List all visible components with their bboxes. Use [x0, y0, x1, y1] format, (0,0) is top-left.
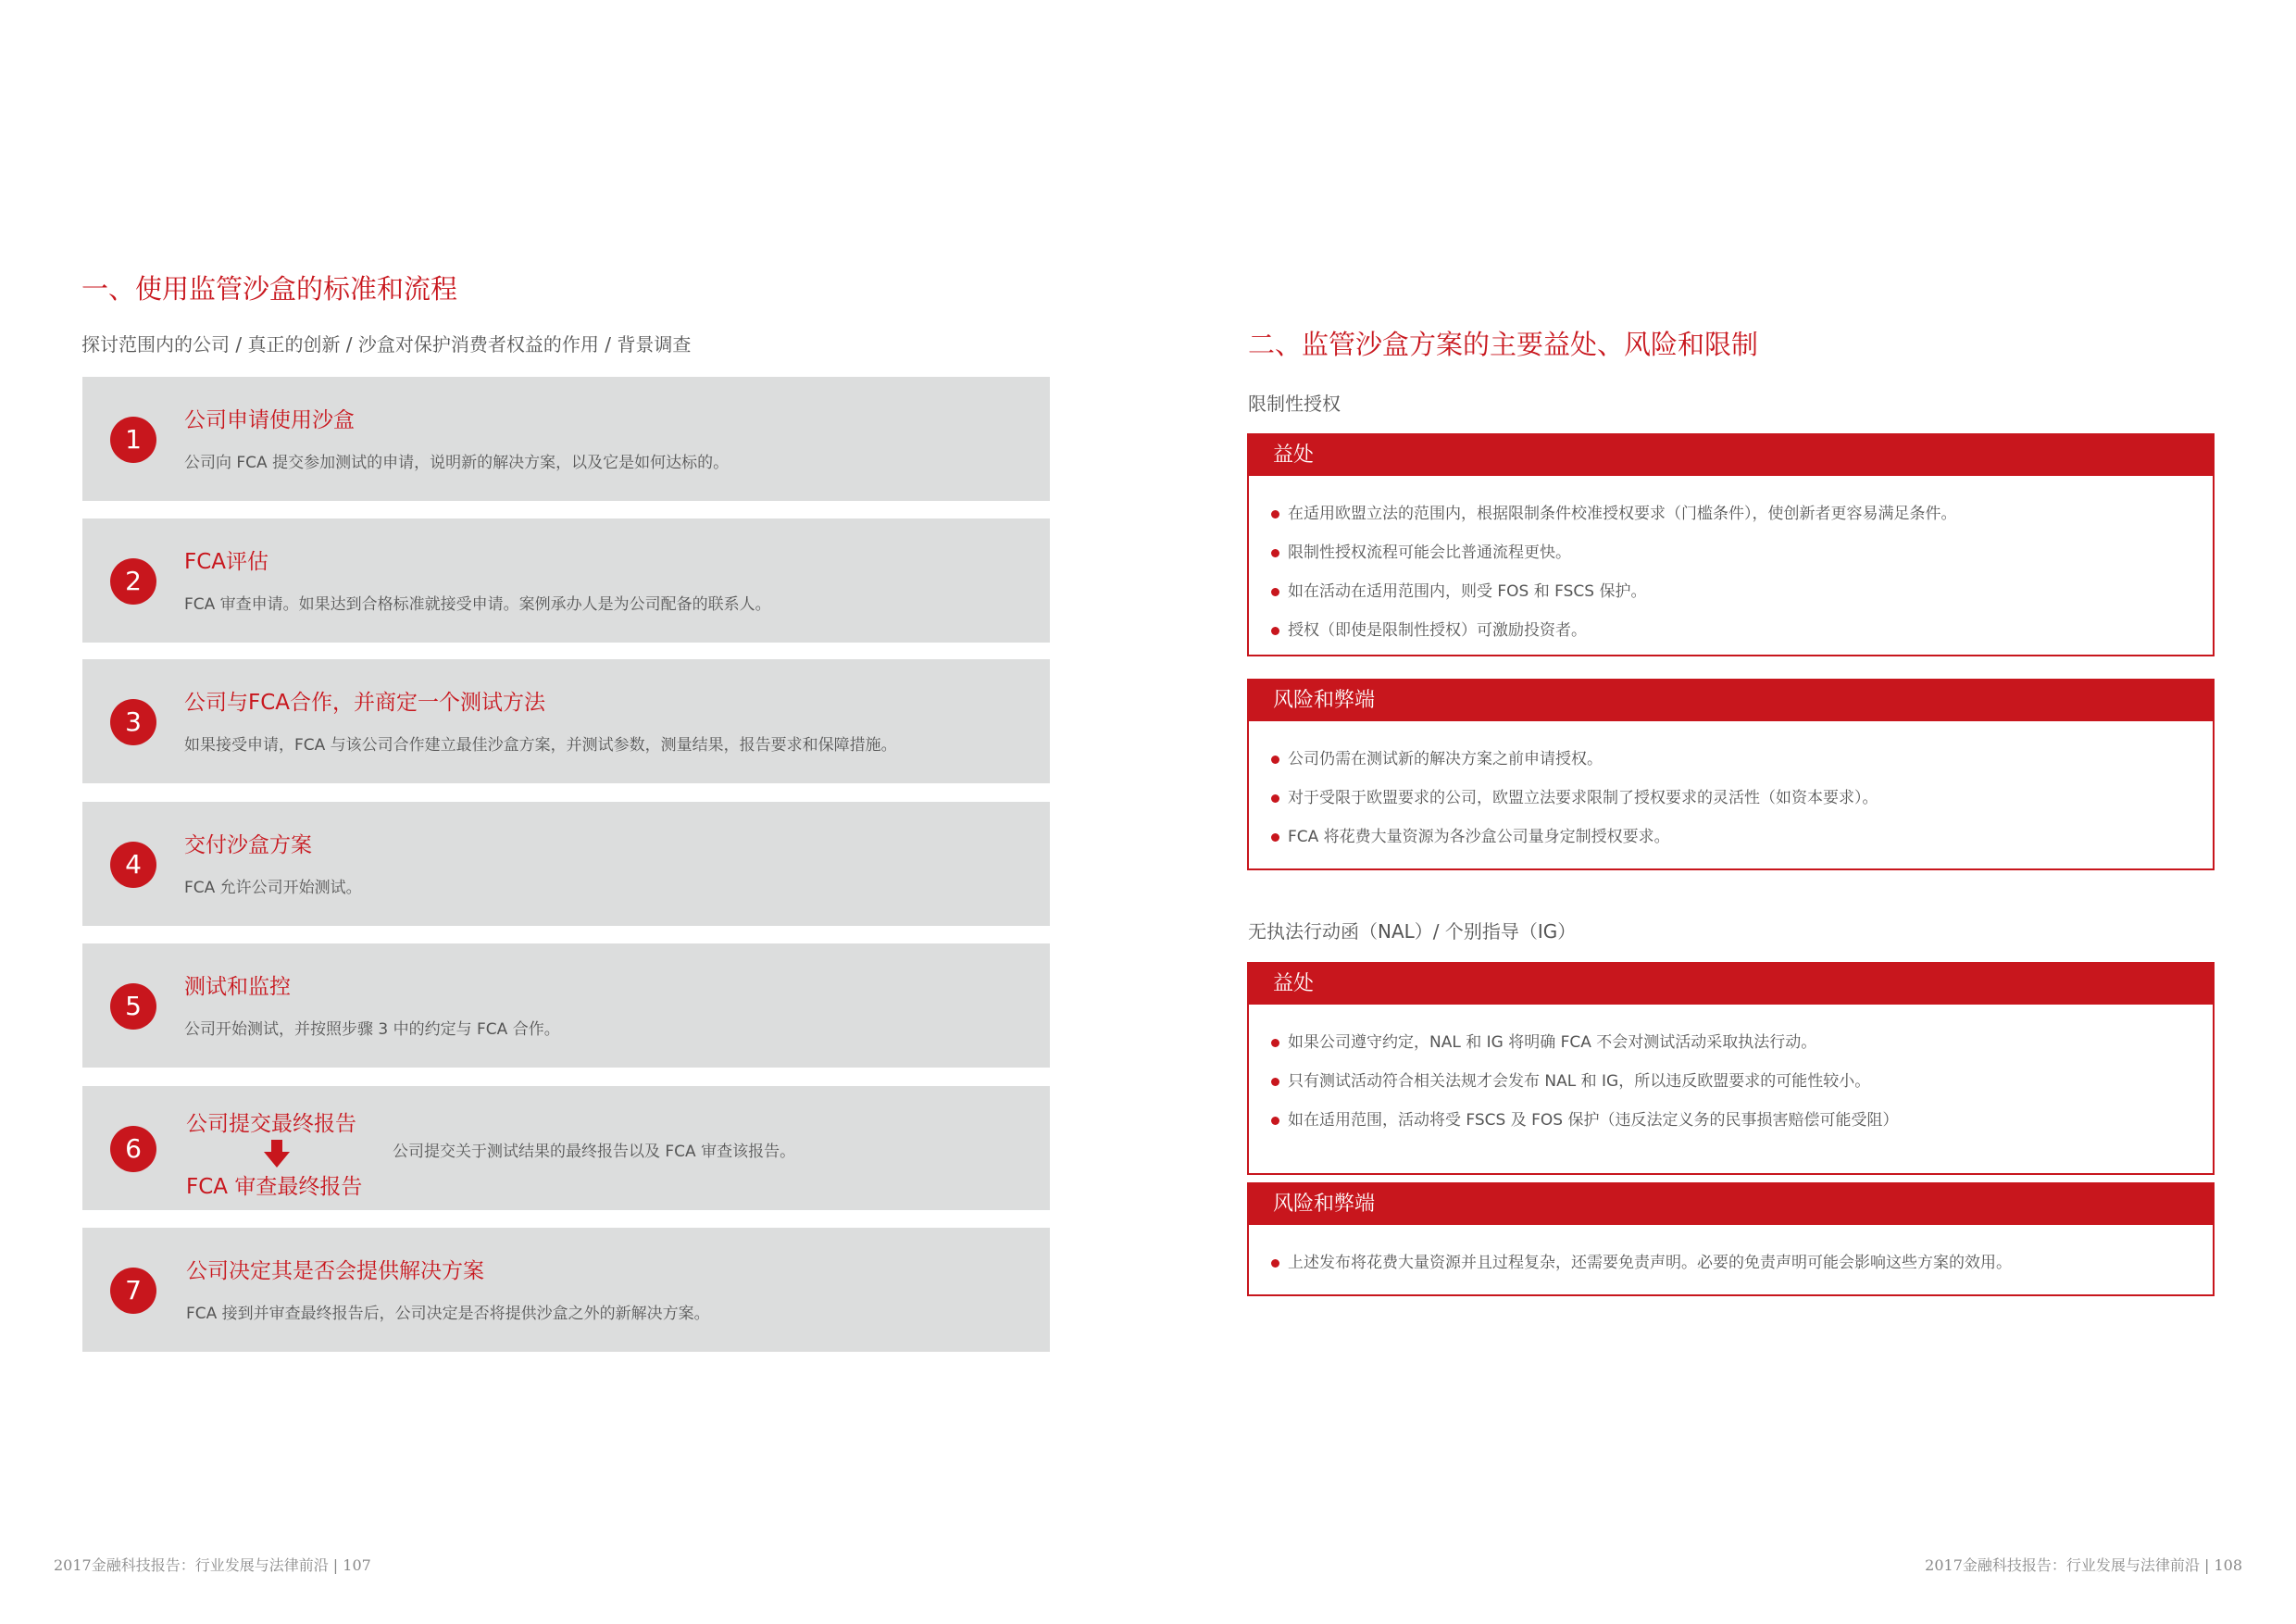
list-item: 限制性授权流程可能会比普通流程更快。 [1271, 533, 2213, 572]
step-2 [82, 518, 1050, 643]
section-label-nal-ig: 无执法行动函（NAL）/ 个别指导（IG） [1248, 920, 1577, 943]
risks-list [1249, 721, 2213, 856]
step-title: 公司申请使用沙盒 [184, 408, 355, 432]
step-title: 公司与FCA合作，并商定一个测试方法 [184, 691, 546, 715]
list-item: FCA 将花费大量资源为各沙盒公司量身定制授权要求。 [1271, 818, 2213, 856]
list-item: 如果公司遵守约定，NAL 和 IG 将明确 FCA 不会对测试活动采取执法行动。 [1271, 1023, 2213, 1062]
step-number-badge: 1 [110, 417, 156, 463]
left-page-subtitle: 探讨范围内的公司 / 真正的创新 / 沙盒对保护消费者权益的作用 / 背景调查 [81, 333, 692, 356]
list-item: 在适用欧盟立法的范围内，根据限制条件校准授权要求（门槛条件），使创新者更容易满足条件。 [1271, 494, 2213, 533]
box-header: 益处 [1249, 435, 2213, 476]
list-item: 如在适用范围，活动将受 FSCS 及 FOS 保护（违反法定义务的民事损害赔偿可能受阻） [1271, 1101, 2213, 1140]
box-header: 风险和弊端 [1249, 1184, 2213, 1225]
step-title: 公司决定其是否会提供解决方案 [186, 1259, 484, 1283]
list-item: 上述发布将花费大量资源并且过程复杂，还需要免责声明。必要的免责声明可能会影响这些方案的效用。 [1271, 1243, 2213, 1282]
step-description: FCA 审查申请。如果达到合格标准就接受申请。案例承办人是为公司配备的联系人。 [184, 595, 771, 614]
step-3 [82, 659, 1050, 783]
list-item: 对于受限于欧盟要求的公司，欧盟立法要求限制了授权要求的灵活性（如资本要求）。 [1271, 779, 2213, 818]
benefits-list [1249, 476, 2213, 650]
right-page-footer: 2017金融科技报告：行业发展与法律前沿 | 108 [1925, 1556, 2242, 1574]
benefits-list [1249, 1005, 2213, 1140]
step-number-badge: 5 [110, 983, 156, 1030]
list-item: 如在活动在适用范围内，则受 FOS 和 FSCS 保护。 [1271, 572, 2213, 611]
step-number-badge: 4 [110, 842, 156, 888]
step-1 [82, 377, 1050, 501]
step-title-review-report: FCA 审查最终报告 [186, 1175, 363, 1199]
list-item: 公司仍需在测试新的解决方案之前申请授权。 [1271, 740, 2213, 779]
box-header: 风险和弊端 [1249, 681, 2213, 721]
step-description: 公司开始测试，并按照步骤 3 中的约定与 FCA 合作。 [184, 1020, 560, 1039]
step-6 [82, 1086, 1050, 1210]
step-number-badge: 3 [110, 699, 156, 745]
left-page-title: 一、使用监管沙盒的标准和流程 [81, 273, 458, 305]
step-description: 如果接受申请，FCA 与该公司合作建立最佳沙盒方案，并测试参数，测量结果，报告要求和保障措施。 [184, 736, 897, 755]
step-title-submit-report: 公司提交最终报告 [186, 1112, 356, 1136]
arrow-down-icon [264, 1140, 290, 1168]
step-description: FCA 允许公司开始测试。 [184, 879, 362, 897]
benefits-box-restricted-authorisation [1247, 433, 2215, 656]
step-number-badge: 6 [110, 1126, 156, 1172]
step-title: FCA评估 [184, 550, 269, 574]
step-description: FCA 接到并审查最终报告后，公司决定是否将提供沙盒之外的新解决方案。 [186, 1305, 710, 1323]
step-description: 公司向 FCA 提交参加测试的申请，说明新的解决方案，以及它是如何达标的。 [184, 454, 730, 472]
list-item: 只有测试活动符合相关法规才会发布 NAL 和 IG，所以违反欧盟要求的可能性较小。 [1271, 1062, 2213, 1101]
step-4 [82, 802, 1050, 926]
risks-box-nal-ig [1247, 1182, 2215, 1296]
risks-list [1249, 1225, 2213, 1282]
benefits-box-nal-ig [1247, 962, 2215, 1175]
box-header: 益处 [1249, 964, 2213, 1005]
section-label-restricted-authorisation: 限制性授权 [1248, 393, 1341, 415]
right-page-title: 二、监管沙盒方案的主要益处、风险和限制 [1248, 329, 1759, 360]
step-5 [82, 943, 1050, 1068]
step-number-badge: 7 [110, 1268, 156, 1314]
left-page-footer: 2017金融科技报告：行业发展与法律前沿 | 107 [54, 1556, 371, 1574]
step-title: 交付沙盒方案 [184, 833, 312, 857]
step-7 [82, 1228, 1050, 1352]
step-description: 公司提交关于测试结果的最终报告以及 FCA 审查该报告。 [393, 1143, 796, 1161]
step-title: 测试和监控 [184, 975, 291, 999]
risks-box-restricted-authorisation [1247, 679, 2215, 870]
step-number-badge: 2 [110, 558, 156, 605]
list-item: 授权（即使是限制性授权）可激励投资者。 [1271, 611, 2213, 650]
